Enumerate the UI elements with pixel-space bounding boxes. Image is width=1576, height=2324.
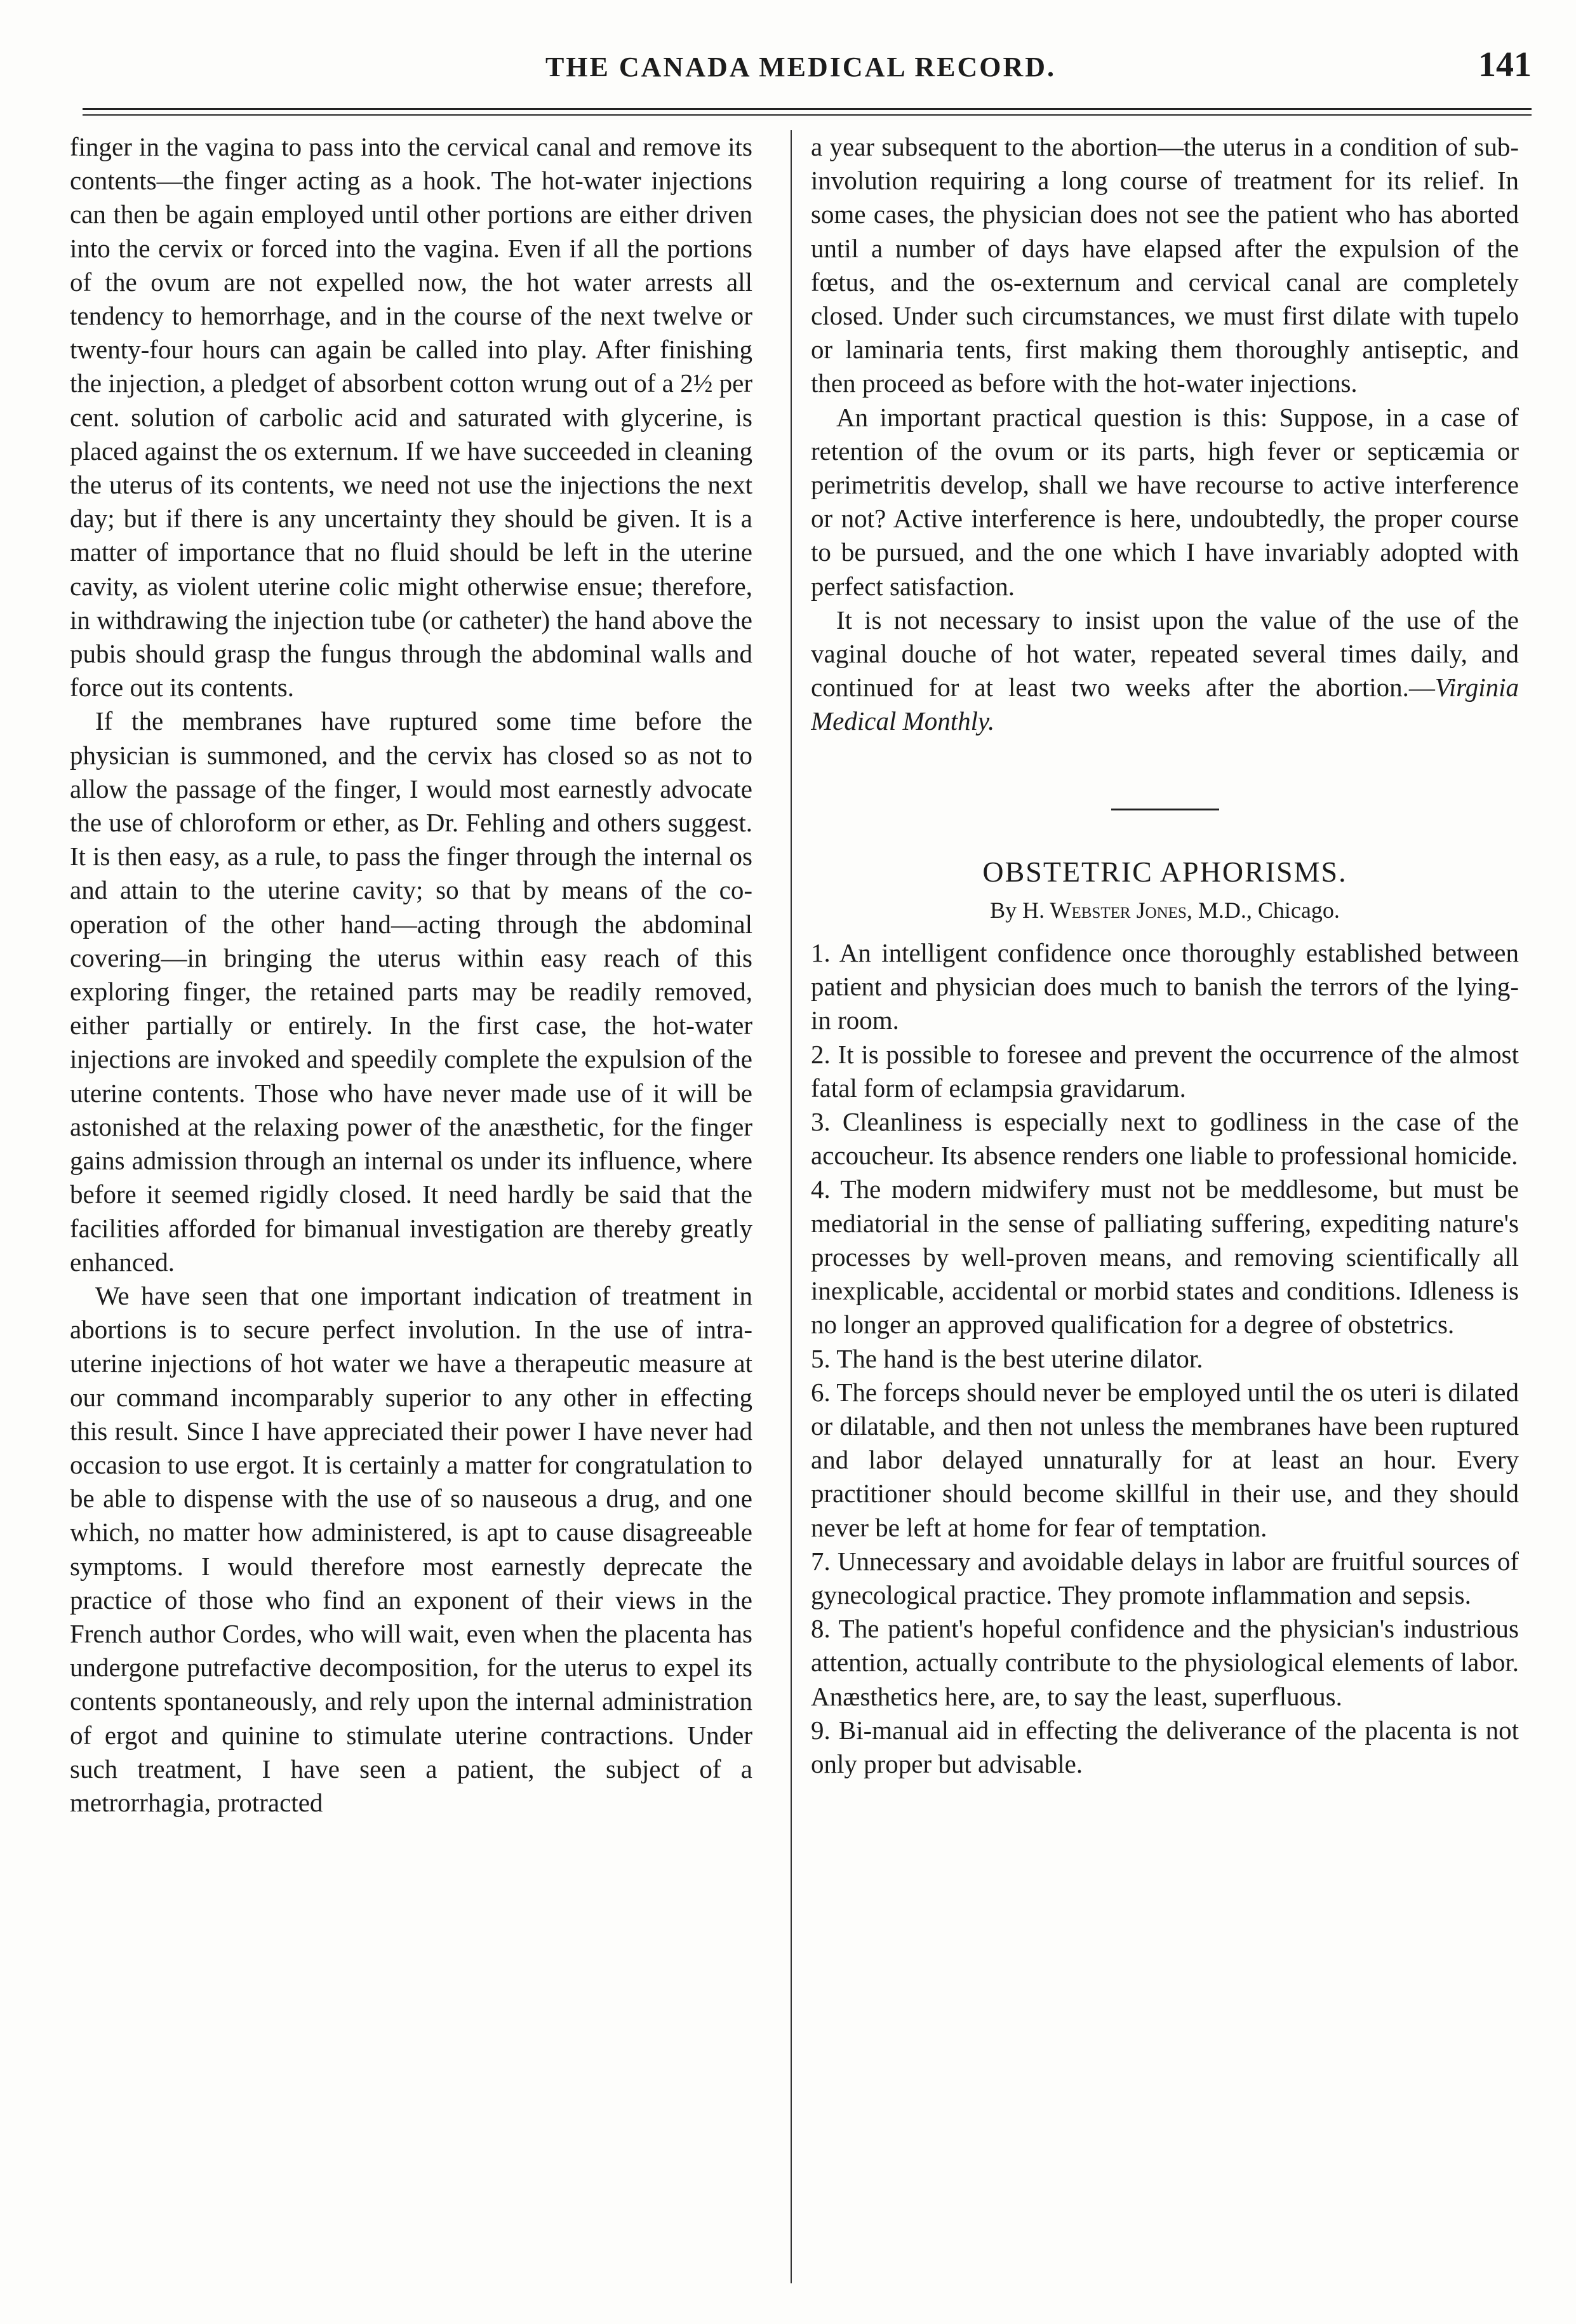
section-title: OBSTETRIC APHORISMS.: [982, 855, 1347, 888]
paragraph: If the membranes have ruptured some time before the physician is summoned, and the cervix has closed so as not to allow the passage of the finger, I would most earnestly advocate the use of chloroform or ether, as Dr. Fehling and others suggest. It is then easy, as a rule, to pass the finger through the internal os and attain to the uterine cavity; so that by means of the co-operation of the other hand—acting through the abdominal covering—in bringing the uterus within easy reach of this exploring finger, the retained parts may be readily removed, either partially or entirely. In the first case, the hot-water injections are invoked and speedily complete the expulsion of the uterine contents. Those who have never made use of it will be astonished at the relaxing power of the anæsthetic, for the finger gains admission through an internal os under its influence, where before it seemed rigidly closed. It need hardly be said that the facilities afforded for bimanual investigation are thereby greatly enhanced.: [70, 706, 752, 1277]
aphorism-item: 9. Bi-manual aid in effecting the deliverance of the placenta is not only proper but advisable.: [811, 1715, 1519, 1778]
paragraph-text: It is not necessary to insist upon the value of the use of the vaginal douche of hot water, repeated several times daily, and continued for at least two weeks after the abortion.—: [811, 605, 1519, 702]
aphorism-item: 4. The modern midwifery must not be meddlesome, but must be mediatorial in the sense of palliating suffering, expediting nature's processes by well-proven means, and removing scientifically all inexplicable, accidental or morbid states and conditions. Idleness is no longer an approved qualification for a degree of obstetrics.: [811, 1174, 1519, 1340]
source-citation: Virginia Medical Monthly.: [811, 673, 1519, 736]
aphorism-item: 3. Cleanliness is especially next to godliness in the case of the accoucheur. Its absence renders one liable to professional homicide.: [811, 1107, 1519, 1171]
byline-suffix: , M.D., Chicago.: [1186, 897, 1340, 923]
paragraph: We have seen that one important indication of treatment in abortions is to secure perfect involution. In the use of intra-uterine injections of hot water we have a therapeutic measure at our command incomparably superior to any other in effecting this result. Since I have appreciated their power I have never had occasion to use ergot. It is certainly a matter for congratulation to be able to dispense with the use of so nauseous a drug, and one which, no matter how administered, is apt to cause disagreeable symptoms. I would therefore most earnestly deprecate the practice of those who find an exponent of their views in the French author Cordes, who will wait, even when the placenta has undergone putrefactive decomposition, for the uterus to expel its contents spontaneously, and rely upon the internal administration of ergot and quinine to stimulate uterine contractions. Under such treatment, I have seen a patient, the subject of a metrorrhagia, protracted: [70, 1280, 752, 1817]
section-separator: [1111, 809, 1219, 810]
aphorism-item: 2. It is possible to foresee and prevent the occurrence of the almost fatal form of eclampsia gravidarum.: [811, 1039, 1519, 1103]
running-head: [70, 38, 1532, 95]
author-name: H. Webster Jones: [1022, 897, 1187, 923]
aphorism-item: 6. The forceps should never be employed until the os uteri is dilated or dilatable, and then not unless the membranes have been ruptured and labor delayed unnaturally for at least an hour. Every practitioner should become skillful in their use, and they should never be left at home for fear of temptation.: [811, 1377, 1519, 1542]
aphorism-item: 5. The hand is the best uterine dilator.: [811, 1343, 1203, 1373]
column-divider: [791, 130, 792, 2283]
right-column: [811, 130, 1519, 2283]
header-rule-bottom: [83, 114, 1532, 116]
left-column: [70, 130, 752, 2283]
byline: [811, 894, 1519, 927]
paragraph: An important practical question is this: Suppose, in a case of retention of the ovum or its parts, high fever or septicæmia or perimetritis develop, shall we have recourse to active interference or not? Active interference is here, undoubtedly, the proper course to be pursued, and the one which I have invariably adopted with perfect satisfaction.: [811, 402, 1519, 601]
page-number: 141: [1478, 45, 1532, 84]
paragraph: finger in the vagina to pass into the cervical canal and remove its contents—the finger acting as a hook. The hot-water injections can then be again employed until other portions are either driven into the cervix or forced into the vagina. Even if all the portions of the ovum are not expelled now, the hot water arrests all tendency to hemorrhage, and in the course of the next twelve or twenty-four hours can again be called into play. After finishing the injection, a pledget of absorbent cotton wrung out of a 2½ per cent. solution of carbolic acid and saturated with glycerine, is placed against the os externum. If we have succeeded in cleaning the uterus of its contents, we need not use the injections the next day; but if there is any uncertainty they should be given. It is a matter of importance that no fluid should be left in the uterine cavity, as violent uterine colic might otherwise ensue; therefore, in withdrawing the injection tube (or catheter) the hand above the pubis should grasp the fungus through the abdominal walls and force out its contents.: [70, 132, 752, 702]
header-rule-top: [83, 108, 1532, 110]
paragraph: a year subsequent to the abortion—the uterus in a condition of sub-involution requiring a long course of treatment for its relief. In some cases, the physician does not see the patient who has aborted until a number of days have elapsed after the expulsion of the fœtus, and the os-externum and cervical canal are completely closed. Under such circumstances, we must first dilate with tupelo or laminaria tents, first making them thoroughly antiseptic, and then proceed as before with the hot-water injections.: [811, 132, 1519, 398]
journal-title: THE CANADA MEDICAL RECORD.: [545, 51, 1057, 83]
byline-prefix: By: [990, 897, 1023, 923]
paragraph-with-source: [811, 603, 1519, 739]
aphorism-item: 8. The patient's hopeful confidence and the physician's industrious attention, actually contribute to the physiological elements of labor. Anæsthetics here, are, to say the least, superfluous.: [811, 1614, 1519, 1711]
aphorism-item: 1. An intelligent confidence once thoroughly established between patient and physician does much to banish the terrors of the lying-in room.: [811, 938, 1519, 1035]
aphorism-item: 7. Unnecessary and avoidable delays in labor are fruitful sources of gynecological practice. They promote inflammation and sepsis.: [811, 1546, 1519, 1609]
